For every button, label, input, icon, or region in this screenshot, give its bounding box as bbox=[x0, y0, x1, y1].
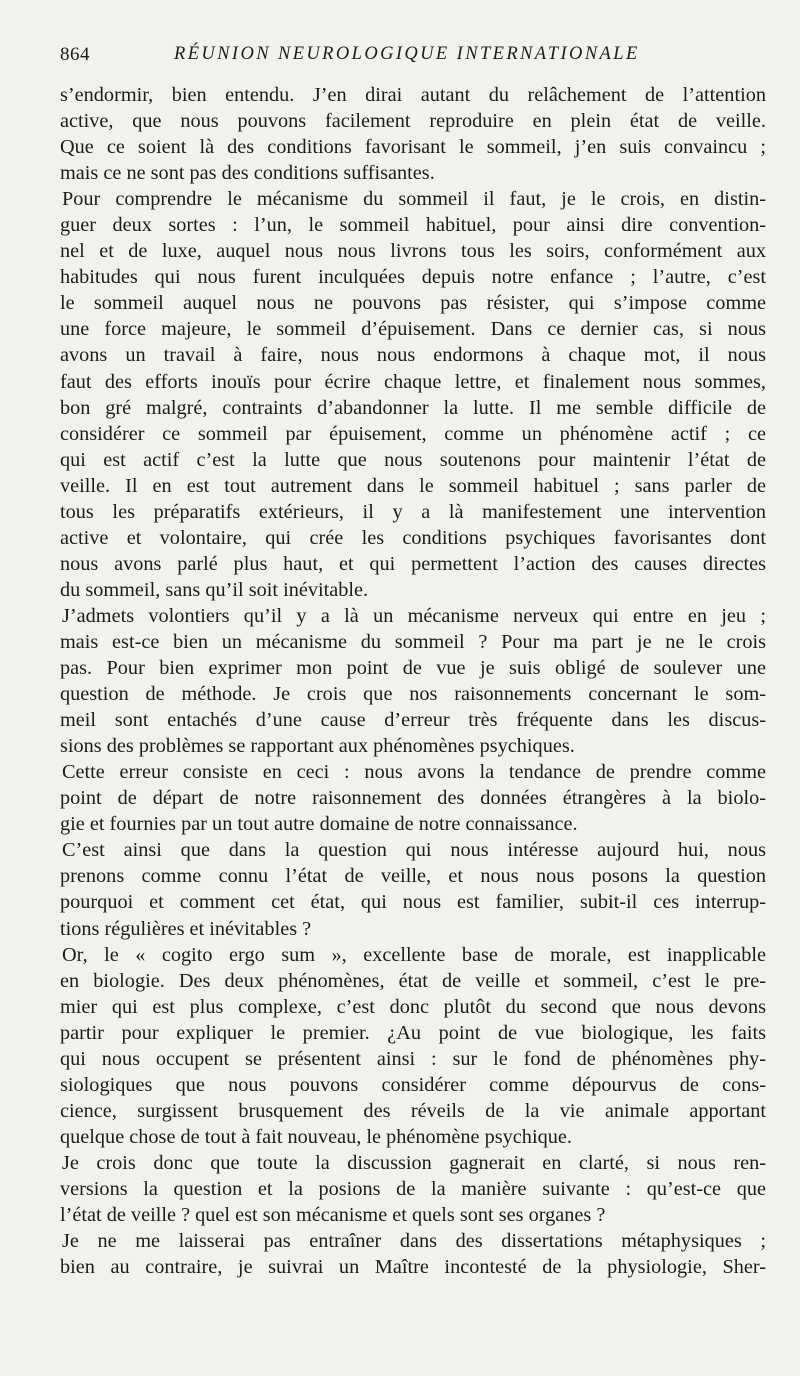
text-line: point de départ de notre raisonnement des données étrangères à la biolo- bbox=[60, 787, 766, 810]
page-header bbox=[60, 44, 760, 74]
text-line: Je crois donc que toute la discussion gagnerait en clarté, si nous ren- bbox=[62, 1151, 766, 1174]
text-line: le sommeil auquel nous ne pouvons pas résister, qui s’impose comme bbox=[60, 292, 766, 315]
text-line: active et volontaire, qui crée les conditions psychiques favorisantes dont bbox=[60, 526, 766, 549]
text-line: tions régulières et inévitables ? bbox=[60, 917, 312, 940]
text-line: pas. Pour bien exprimer mon point de vue je suis obligé de soulever une bbox=[60, 657, 766, 680]
text-line: active, que nous pouvons facilement reproduire en plein état de veille. bbox=[60, 110, 766, 133]
page-number: 864 bbox=[60, 44, 90, 65]
text-line: quelque chose de tout à fait nouveau, le phénomène psychique. bbox=[60, 1125, 572, 1148]
text-line: meil sont entachés d’une cause d’erreur très fréquente dans les discus- bbox=[60, 709, 766, 732]
text-line: en biologie. Des deux phénomènes, état de veille et sommeil, c’est le pre- bbox=[60, 969, 766, 992]
text-line: l’état de veille ? quel est son mécanisme et quels sont ses organes ? bbox=[60, 1204, 606, 1227]
text-line: partir pour expliquer le premier. ¿Au point de vue biologique, les faits bbox=[60, 1021, 766, 1044]
text-line: une force majeure, le sommeil d’épuisement. Dans ce dernier cas, si nous bbox=[60, 318, 766, 341]
text-line: question de méthode. Je crois que nos raisonnements concernant le som- bbox=[60, 683, 766, 706]
text-line: guer deux sortes : l’un, le sommeil habituel, pour ainsi dire convention- bbox=[60, 214, 766, 237]
text-line: nous avons parlé plus haut, et qui permettent l’action des causes directes bbox=[60, 552, 766, 575]
text-line: bien au contraire, je suivrai un Maître incontesté de la physiologie, Sher- bbox=[60, 1256, 766, 1279]
text-line: considérer ce sommeil par épuisement, comme un phénomène actif ; ce bbox=[60, 422, 766, 445]
text-line: Cette erreur consiste en ceci : nous avons la tendance de prendre comme bbox=[62, 761, 766, 784]
text-line: versions la question et la posions de la manière suivante : qu’est-ce que bbox=[60, 1177, 766, 1200]
text-line: Pour comprendre le mécanisme du sommeil il faut, je le crois, en distin- bbox=[62, 188, 766, 211]
text-line: mais ce ne sont pas des conditions suffisantes. bbox=[60, 162, 435, 185]
text-line: pourquoi et comment cet état, qui nous est familier, subit-il ces interrup- bbox=[60, 891, 766, 914]
text-line: prenons comme connu l’état de veille, et nous nous posons la question bbox=[60, 865, 766, 888]
text-line: C’est ainsi que dans la question qui nous intéresse aujourd hui, nous bbox=[62, 839, 766, 862]
text-line: J’admets volontiers qu’il y a là un mécanisme nerveux qui entre en jeu ; bbox=[62, 604, 766, 627]
text-line: faut des efforts inouïs pour écrire chaque lettre, et finalement nous sommes, bbox=[60, 370, 766, 393]
running-title: RÉUNION NEUROLOGIQUE INTERNATIONALE bbox=[174, 44, 640, 64]
text-line: habitudes qui nous furent inculquées depuis notre enfance ; l’autre, c’est bbox=[60, 266, 766, 289]
text-line: cience, surgissent brusquement des réveils de la vie animale apportant bbox=[60, 1099, 766, 1122]
text-line: mier qui est plus complexe, c’est donc plutôt du second que nous devons bbox=[60, 995, 766, 1018]
text-line: gie et fournies par un tout autre domaine de notre connaissance. bbox=[60, 813, 578, 836]
body-text bbox=[60, 82, 766, 1280]
text-line: tous les préparatifs extérieurs, il y a là manifestement une intervention bbox=[60, 500, 766, 523]
text-line: bon gré malgré, contraints d’abandonner la lutte. Il me semble difficile de bbox=[60, 396, 766, 419]
text-line: sions des problèmes se rapportant aux phénomènes psychiques. bbox=[60, 735, 575, 758]
text-line: avons un travail à faire, nous nous endormons à chaque mot, il nous bbox=[60, 344, 766, 367]
text-line: Or, le « cogito ergo sum », excellente base de morale, est inapplicable bbox=[62, 943, 766, 966]
text-line: nel et de luxe, auquel nous nous livrons tous les soirs, conformément aux bbox=[60, 240, 766, 263]
text-line: qui est actif c’est la lutte que nous soutenons pour maintenir l’état de bbox=[60, 448, 766, 471]
text-line: siologiques que nous pouvons considérer comme dépourvus de cons- bbox=[60, 1073, 766, 1096]
text-line: Que ce soient là des conditions favorisant le sommeil, j’en suis convaincu ; bbox=[60, 136, 766, 159]
text-line: qui nous occupent se présentent ainsi : sur le fond de phénomènes phy- bbox=[60, 1047, 766, 1070]
text-line: du sommeil, sans qu’il soit inévitable. bbox=[60, 578, 369, 601]
text-line: mais est-ce bien un mécanisme du sommeil ? Pour ma part je ne le crois bbox=[60, 630, 766, 653]
text-line: veille. Il en est tout autrement dans le sommeil habituel ; sans parler de bbox=[60, 474, 766, 497]
text-line: s’endormir, bien entendu. J’en dirai autant du relâchement de l’attention bbox=[60, 84, 766, 106]
text-line: Je ne me laisserai pas entraîner dans des dissertations métaphysiques ; bbox=[62, 1230, 766, 1253]
